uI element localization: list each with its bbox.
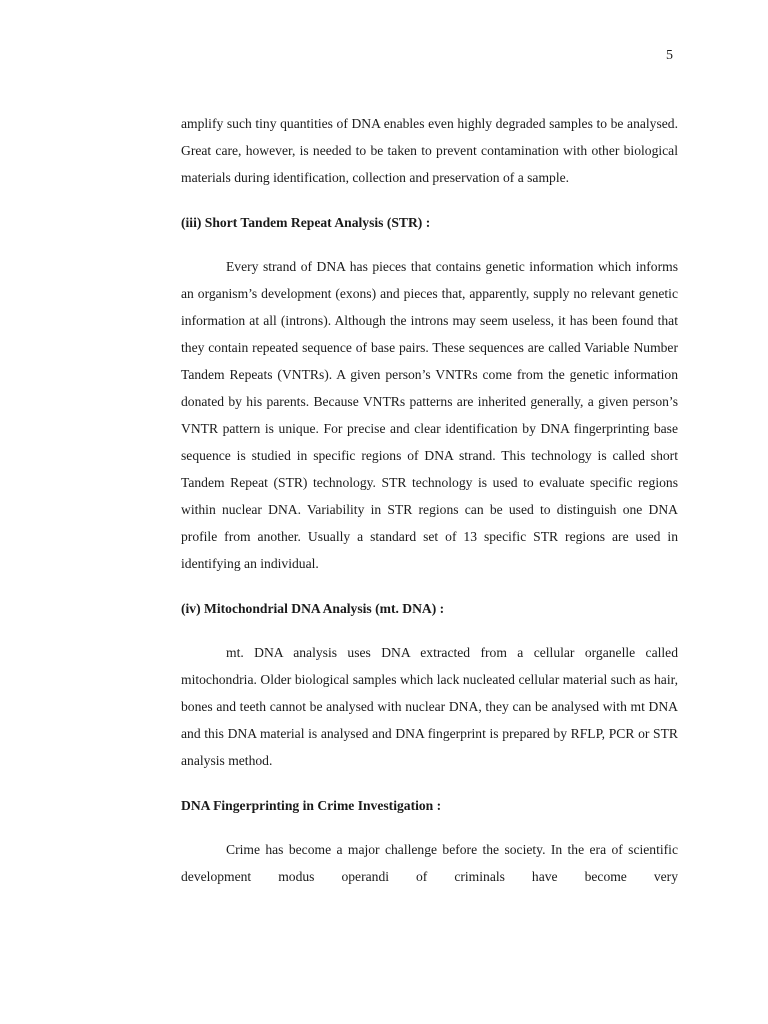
paragraph-pcr-continuation: amplify such tiny quantities of DNA enables even highly degraded samples to be analysed. Great care, however, is needed to be taken to prevent contamination with other biological materials during identification, collection and preservation of a sample. (181, 116, 678, 185)
paragraph-str-analysis: Every strand of DNA has pieces that contains genetic information which informs an organism’s development (exons) and pieces that, apparently, supply no relevant genetic information at all (introns). Although the introns may seem useless, it has been found that they contain repeated sequence of base pairs. These sequences are called Variable Number Tandem Repeats (VNTRs). A given person’s VNTRs come from the genetic information donated by his parents. Because VNTRs patterns are inherited generally, a given person’s VNTR pattern is unique. For precise and clear identification by DNA fingerprinting base sequence is studied in specific regions of DNA strand. This technology is called short Tandem Repeat (STR) technology. STR technology is used to evaluate specific regions within nuclear DNA. Variability in STR regions can be used to distinguish one DNA profile from another. Usually a standard set of 13 specific STR regions are used in identifying an individual. (181, 259, 678, 571)
heading-str-analysis: (iii) Short Tandem Repeat Analysis (STR) : (181, 215, 431, 230)
heading-mitochondrial-dna: (iv) Mitochondrial DNA Analysis (mt. DNA) : (181, 601, 445, 616)
page-body (181, 110, 678, 890)
page-number: 5 (666, 48, 673, 63)
paragraph-mitochondrial-dna: mt. DNA analysis uses DNA extracted from a cellular organelle called mitochondria. Older biological samples which lack nucleated cellular material such as hair, bones and teeth cannot be analysed with nuclear DNA, they can be analysed with mt DNA and this DNA material is analysed and DNA fingerprint is prepared by RFLP, PCR or STR analysis method. (181, 645, 678, 768)
heading-crime-investigation: DNA Fingerprinting in Crime Investigation : (181, 798, 442, 813)
paragraph-crime-investigation: Crime has become a major challenge before the society. In the era of scientific development modus operandi of criminals have become very (181, 842, 678, 884)
